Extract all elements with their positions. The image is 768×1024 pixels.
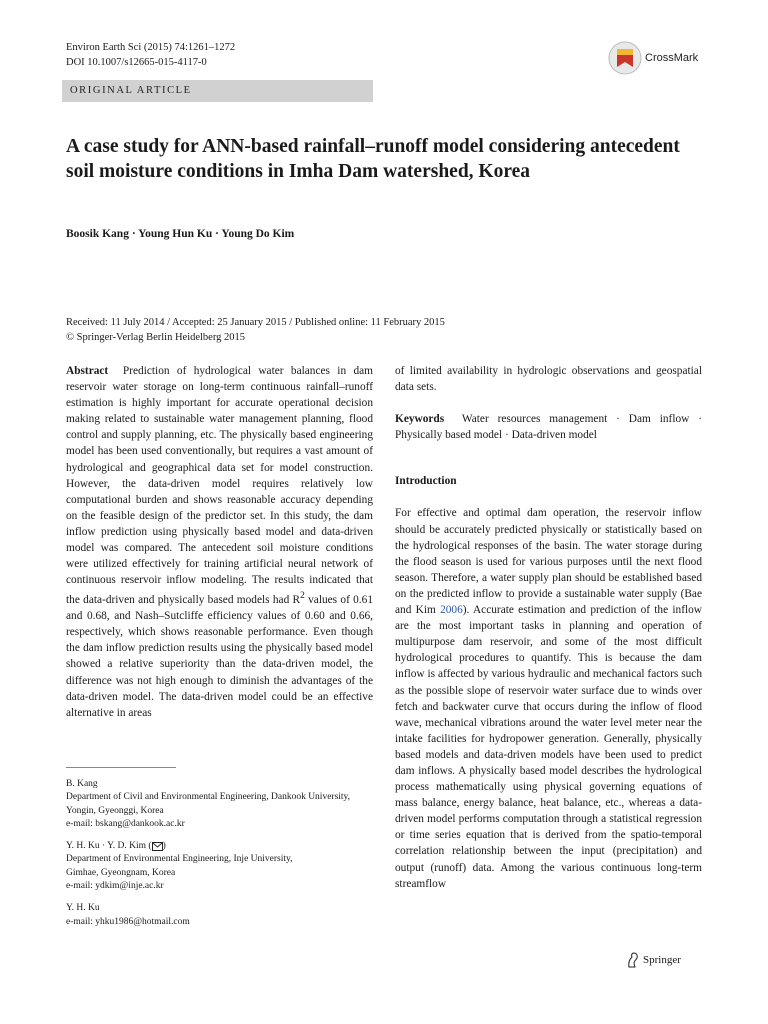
affiliation-name: Y. H. Ku · Y. D. Kim ( xyxy=(66,841,152,852)
publisher-logo xyxy=(626,952,681,968)
date-history: Received: 11 July 2014 / Accepted: 25 January 2015 / Published online: 11 February 2015 xyxy=(66,317,445,328)
article-type-banner: ORIGINAL ARTICLE xyxy=(62,80,373,102)
journal-doi[interactable]: DOI 10.1007/s12665-015-4117-0 xyxy=(66,57,207,68)
journal-header xyxy=(66,40,235,70)
footnote-divider xyxy=(66,767,176,768)
author-list: Boosik Kang · Young Hun Ku · Young Do Kim xyxy=(66,228,295,240)
affiliation-department: Department of Environmental Engineering, Inje University, xyxy=(66,854,293,865)
introduction-text-continued: ). Accurate estimation and prediction of the inflow are the most important tasks in planning and operation of multipurpose dam reservoir, and some of the most difficult hydrological procedures to quantify. This is because the dam inflow is affected by various hydraulic and mechanical factors such as the possible slope of reservoir water surface due to winds over fetch and backwater curve that occurs during the inflow of flood wave, mechanical vibrations around the water level meter near the intake facilities for hydropower generation. Generally, physically based models and data-driven models have been used to predict dam inflows. A physically based model describes the hydrological process mathematically using physical governing equations of mass balance, energy balance, heat balance, etc., whereas a data-driven model performs computation through a statistical regression or time series equation that is derived from the spatio-temporal correlation relationship between the input (precipitation) and output (runoff) data. Among the various continuous long-term streamflow xyxy=(395,604,703,890)
keywords-heading: Keywords xyxy=(395,413,445,426)
crossmark-label: CrossMark xyxy=(645,52,699,64)
spacer xyxy=(395,489,702,505)
spacer xyxy=(395,395,702,411)
affiliation-name: B. Kang xyxy=(66,779,98,789)
abstract-heading: Abstract xyxy=(66,365,109,377)
affiliation-kang xyxy=(66,778,376,831)
abstract-section xyxy=(66,363,373,721)
affiliation-name: Y. H. Ku xyxy=(66,903,100,914)
keywords-text: Water resources management · Dam inflow · Physically based model · Data-driven model xyxy=(395,413,703,442)
affiliation-name-line xyxy=(66,840,376,853)
affiliation-ku-kim xyxy=(66,840,376,893)
affiliation-department: Department of Civil and Environmental Engineering, Dankook University, Yongin, Gyeonggi, Korea xyxy=(66,792,351,816)
introduction-text: For effective and optimal dam operation, the reservoir inflow should be accurately predicted physically or statistically based on the hydrological responses of the basin. The water storage during the flood season is used for various purposes until the next flood season. Therefore, a water supply plan should be established based on the predicted inflow to provide a sustainable water supply (Bae and Kim xyxy=(395,507,702,617)
affiliation-email[interactable]: e-mail: yhku1986@hotmail.com xyxy=(66,916,190,927)
journal-citation: Environ Earth Sci (2015) 74:1261–1272 xyxy=(66,42,236,53)
article-title: A case study for ANN-based rainfall–runoff model considering antecedent soil moisture conditions in Imha Dam watershed, Korea xyxy=(66,136,680,182)
keywords-paragraph xyxy=(395,411,702,443)
crossmark-icon xyxy=(608,41,642,75)
abstract-text: Prediction of hydrological water balances in dam reservoir water storage on long-term continuous rainfall–runoff estimation is highly important for accurate operational decision making related to sustainable water management planning, flood control and supply planning, etc. The physically based engineering model has been used conventionally, but requires a vast amount of hydrological and geographical data set for model construction. However, the data-driven model requires relatively low computational burden and shows reasonable accuracy depending on the feasible design of the predictor set. In this study, the dam inflow prediction using physically based model and data-driven model was compared. The antecedent soil moisture conditions were utilized effectively for training artificial neural network of continuous reservoir inflow modeling. The results indicated that the data-driven and physically based models had R xyxy=(66,365,374,607)
abstract-text-continued: values of 0.61 and 0.68, and Nash–Sutcliffe efficiency values of 0.60 and 0.66, respectively, which shows reasonable performance. Even though the dam inflow prediction results using the physically based model showed a relative superiority than the data-driven model, the difference was not high enough to diminish the advantages of the data-driven model. The data-driven model could be an effective alternative in areas xyxy=(66,594,373,719)
introduction-heading: Introduction xyxy=(395,475,457,488)
affiliation-email[interactable]: e-mail: ydkim@inje.ac.kr xyxy=(66,881,164,892)
spacer xyxy=(395,443,702,473)
affiliation-email[interactable]: e-mail: bskang@dankook.ac.kr xyxy=(66,818,185,829)
affiliation-name-suffix: ) xyxy=(162,841,166,852)
affiliation-location: Gimhae, Gyeongnam, Korea xyxy=(66,867,176,878)
crossmark-badge[interactable] xyxy=(608,38,716,78)
r-squared-superscript: 2 xyxy=(300,591,305,602)
affiliation-ku xyxy=(66,902,376,929)
springer-horse-icon xyxy=(626,952,640,968)
author-affiliations xyxy=(66,778,376,938)
copyright-notice: © Springer-Verlag Berlin Heidelberg 2015 xyxy=(66,332,246,343)
citation-link[interactable]: 2006 xyxy=(440,604,463,617)
introduction-paragraph xyxy=(395,505,702,891)
publisher-name: Springer xyxy=(643,954,681,966)
abstract-paragraph xyxy=(66,363,373,721)
right-column xyxy=(395,363,702,892)
publication-dates xyxy=(66,315,445,345)
envelope-icon[interactable] xyxy=(152,842,163,851)
abstract-continuation: of limited availability in hydrologic observations and geospatial data sets. xyxy=(395,365,702,394)
